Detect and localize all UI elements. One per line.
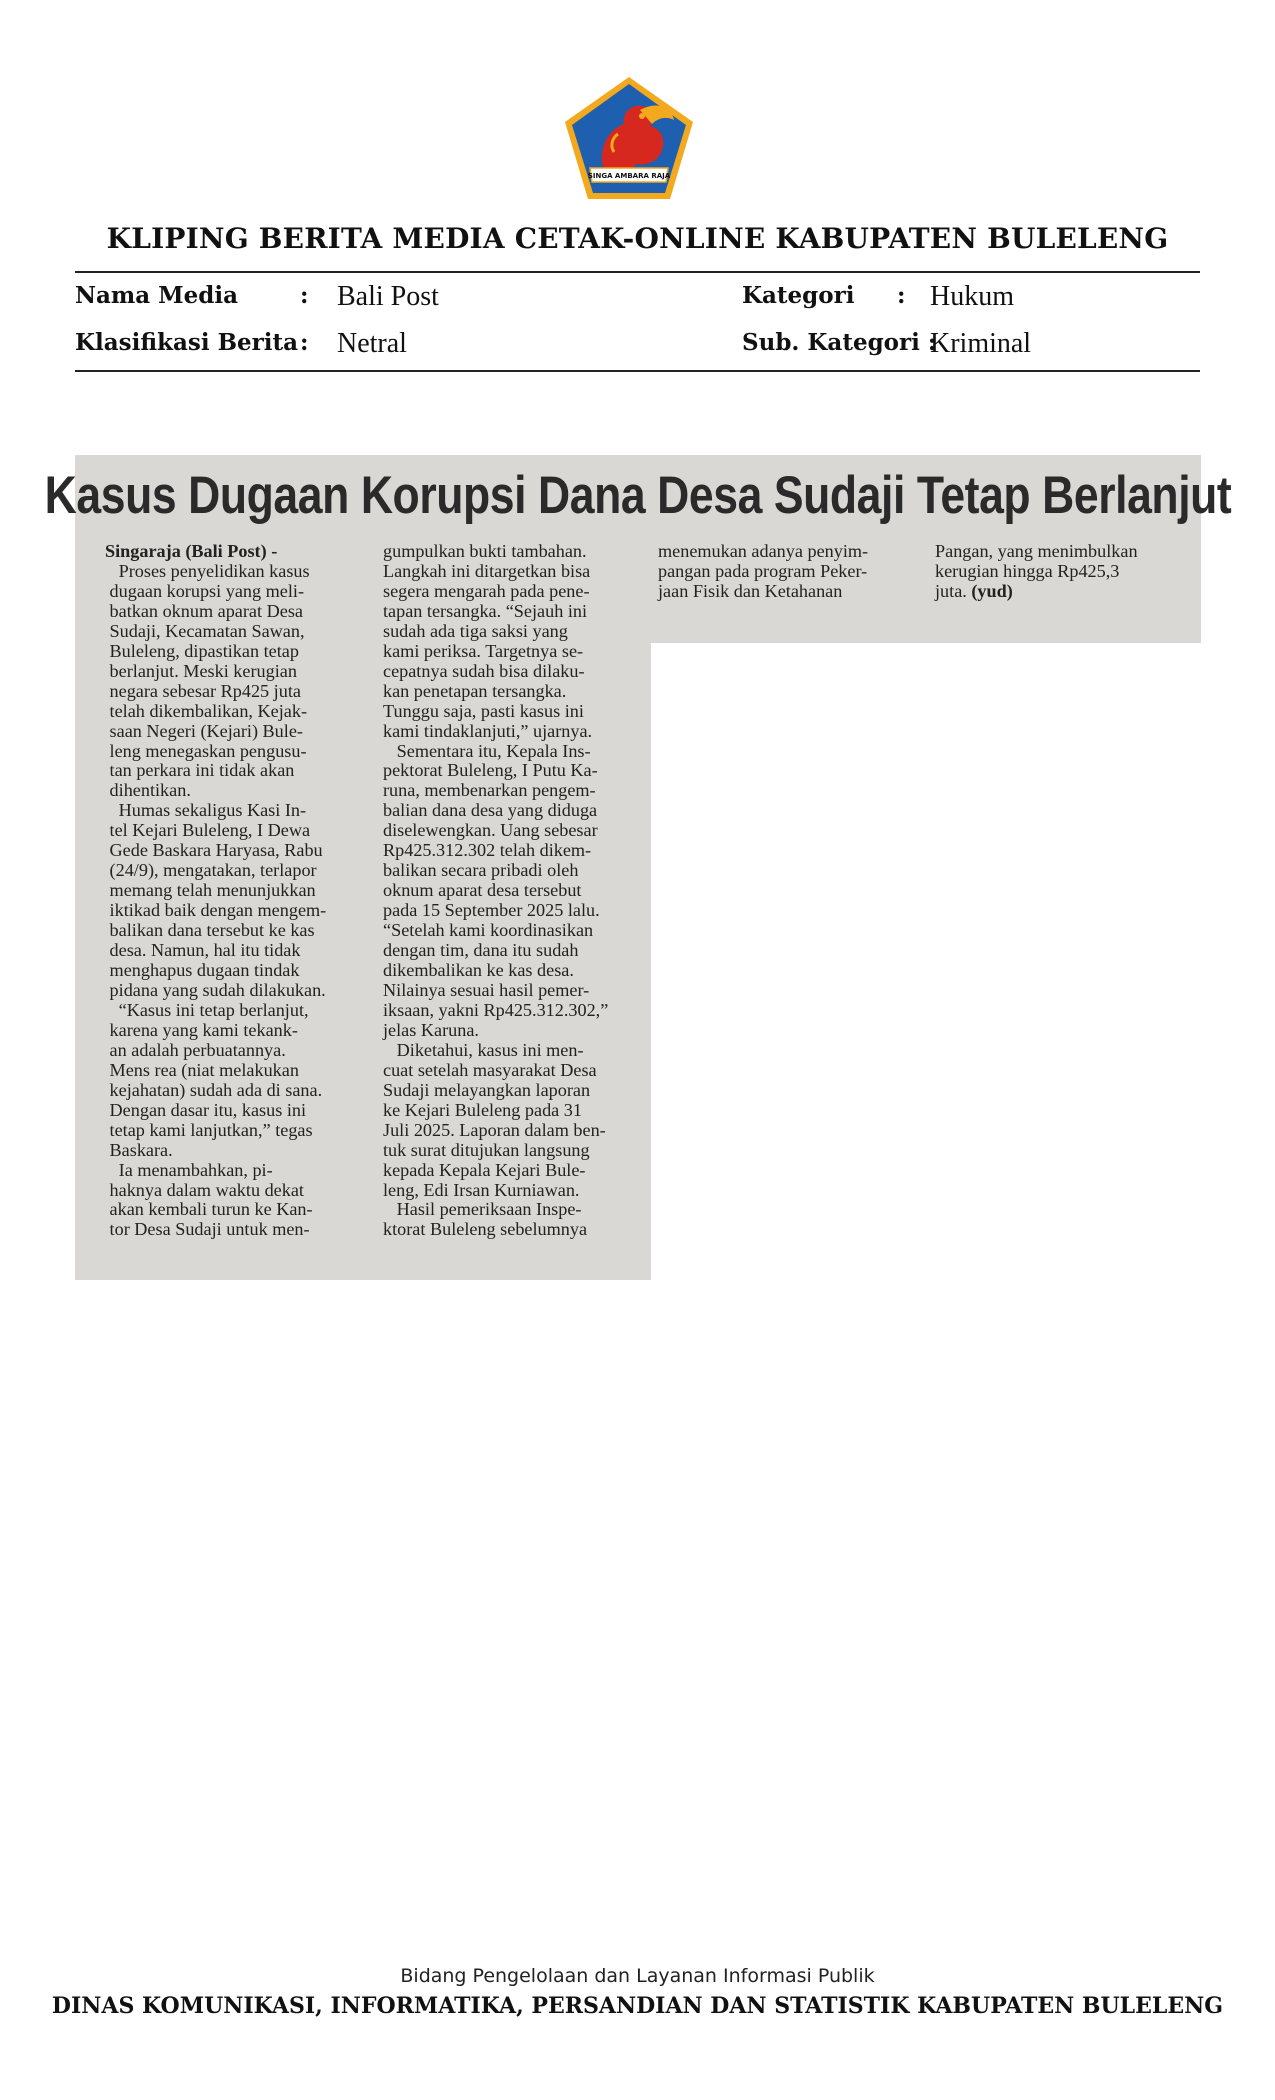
article-col4-text: Pangan, yang menimbulkan kerugian hingga Rp425,3 juta.: [935, 541, 1138, 601]
subkategori-value: Kriminal: [930, 328, 1032, 359]
footer-agency: DINAS KOMUNIKASI, INFORMATIKA, PERSANDIAN DAN STATISTIK KABUPATEN BULELENG: [51, 1993, 1224, 2019]
article-headline: Kasus Dugaan Korupsi Dana Desa Sudaji Tetap Berlanjut: [44, 465, 1232, 525]
logo-motto: SINGA AMBARA RAJA: [587, 172, 671, 180]
media-value: Bali Post: [337, 281, 439, 312]
article-byline: (yud): [971, 580, 1013, 601]
article-dateline: Singaraja (Bali Post) -: [105, 541, 278, 561]
article-column-4: [935, 542, 1190, 602]
header-divider-bottom: [75, 370, 1200, 372]
footer-unit: Bidang Pengelolaan dan Layanan Informasi Publik: [400, 1965, 875, 1987]
media-label: Nama Media: [75, 282, 238, 309]
kategori-separator: :: [897, 282, 906, 309]
article-column-3: menemukan adanya penyim- pangan pada program Peker- jaan Fisik dan Ketahanan: [658, 541, 869, 601]
klasifikasi-separator: :: [300, 329, 309, 356]
kategori-label: Kategori: [742, 282, 855, 309]
article-col1-text: Proses penyelidikan kasus dugaan korupsi yang meli- batkan oknum aparat Desa Sudaji, Kecamatan Sawan, Buleleng, dipastikan tetap berlanjut. Meski kerugian negara sebesar Rp425 juta telah dikembalikan, Kejak- saan Negeri (Kejari) Bule- leng menegaskan pengusu- tan perkara ini tidak akan dihentikan. Humas sekaligus Kasi In- tel Kejari Buleleng, I Dewa Gede Baskara Haryasa, Rabu (24/9), mengatakan, terlapor memang telah menunjukkan iktikad baik dengan mengem- balikan dana tersebut ke kas desa. Namun, hal itu tidak menghapus dugaan tindak pidana yang sudah dilakukan. “Kasus ini tetap berlanjut, karena yang kami tekank- an adalah perbuatannya. Mens rea (niat melakukan kejahatan) sudah ada di sana. Dengan dasar itu, kasus ini tetap kami lanjutkan,” tegas Baskara. Ia menambahkan, pi- haknya dalam waktu dekat akan kembali turun ke Kan- tor Desa Sudaji untuk men-: [109, 560, 327, 1240]
article-column-1: [105, 542, 360, 1240]
klasifikasi-value: Netral: [337, 328, 407, 359]
article-column-2: gumpulkan bukti tambahan. Langkah ini ditargetkan bisa segera mengarah pada pene- tapan tersangka. “Sejauh ini sudah ada tiga saksi yang kami periksa. Targetnya se- cepatnya sudah bisa dilaku- kan penetapan tersangka. Tunggu saja, pasti kasus ini kami tindaklanjuti,” ujarnya. Sementara itu, Kepala Ins- pektorat Buleleng, I Putu Ka- runa, membenarkan pengem- balian dana desa yang diduga diselewengkan. Uang sebesar Rp425.312.302 telah dikem- balikan secara pribadi oleh oknum aparat desa tersebut pada 15 September 2025 lalu. “Setelah kami koordinasikan dengan tim, dana itu sudah dikembalikan ke kas desa. Nilainya sesuai hasil pemer- iksaan, yakni Rp425.312.302,” jelas Karuna. Diketahui, kasus ini men- cuat setelah masyarakat Desa Sudaji melayangkan laporan ke Kejari Buleleng pada 31 Juli 2025. Laporan dalam ben- tuk surat ditujukan langsung kepada Kepala Kejari Bule- leng, Edi Irsan Kurniawan. Hasil pemeriksaan Inspe- ktorat Buleleng sebelumnya: [383, 541, 609, 1240]
buleleng-logo: [562, 74, 696, 202]
kategori-value: Hukum: [930, 281, 1014, 312]
page-title: KLIPING BERITA MEDIA CETAK-ONLINE KABUPATEN BULELENG: [106, 222, 1169, 255]
klasifikasi-label: Klasifikasi Berita: [75, 329, 299, 356]
subkategori-label: Sub. Kategori :: [742, 329, 937, 356]
media-separator: :: [300, 282, 309, 309]
header-divider-top: [75, 271, 1200, 273]
